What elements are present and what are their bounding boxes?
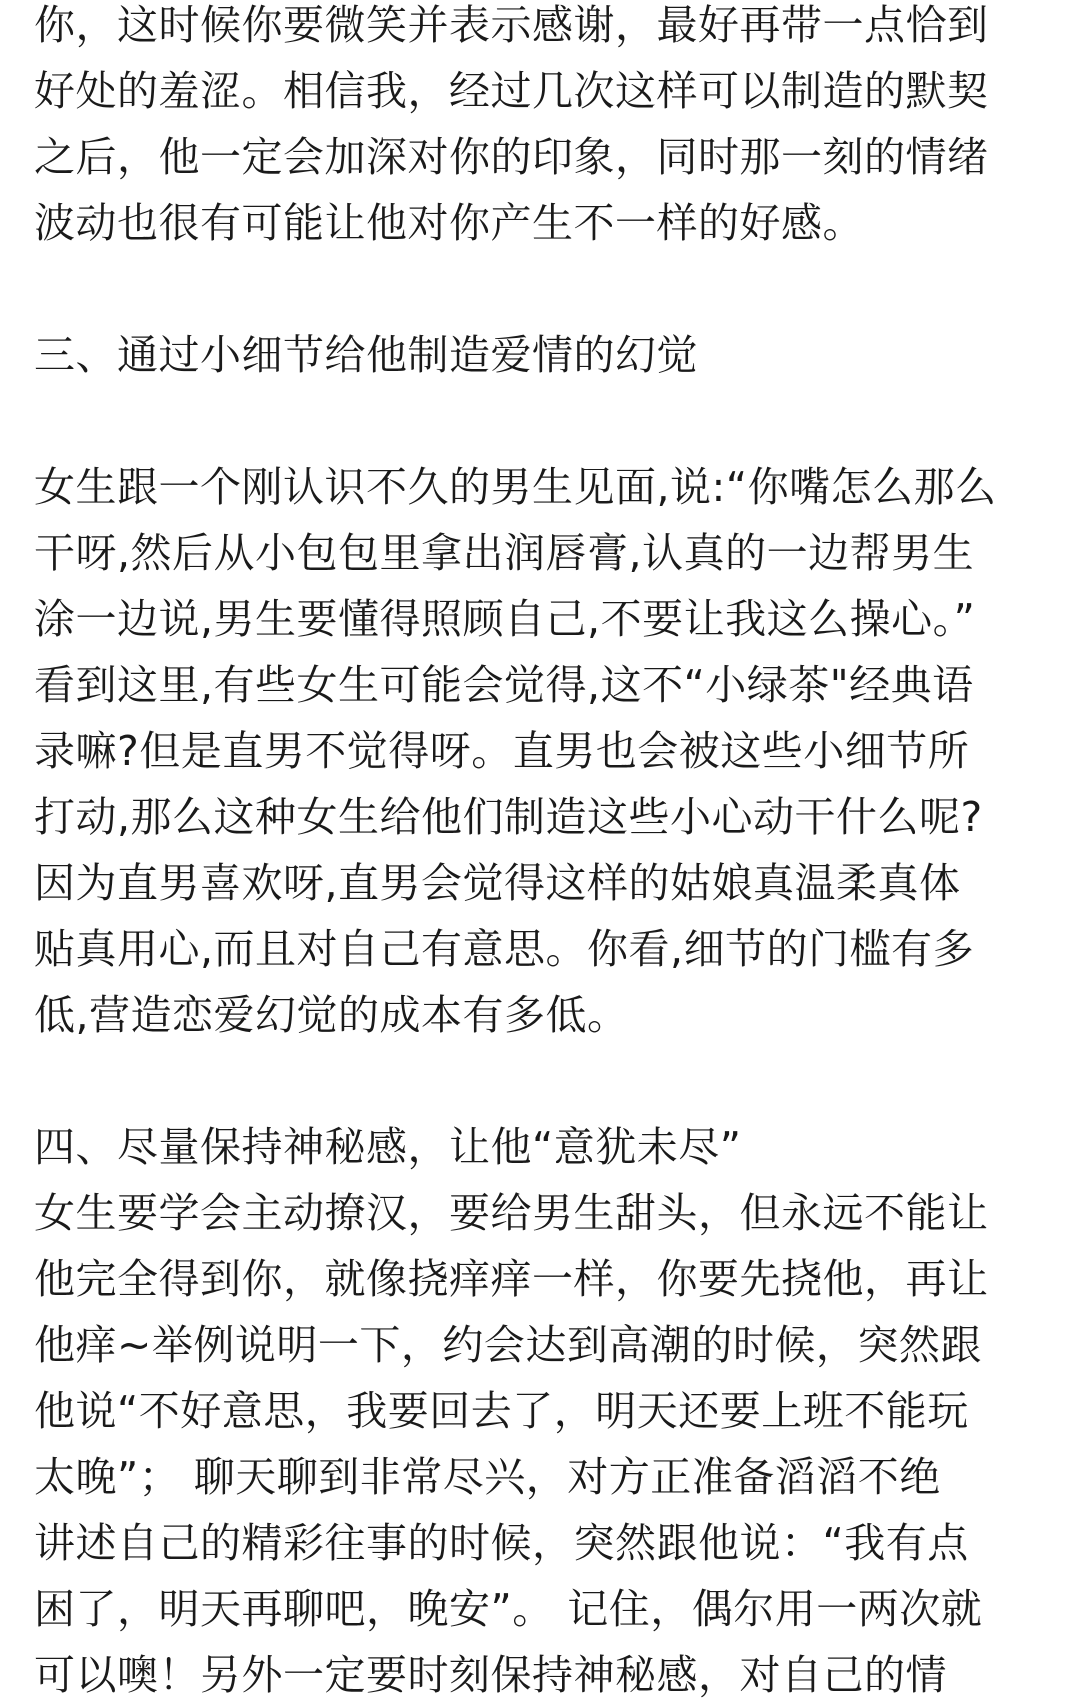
text-line: 他痒~举例说明一下，约会达到高潮的时候，突然跟 (34, 1321, 982, 1369)
text-line: 波动也很有可能让他对你产生不一样的好感。 (34, 199, 864, 247)
text-line: 之后，他一定会加深对你的印象，同时那一刻的情绪 (34, 133, 989, 181)
text-line: 涂一边说,男生要懂得照顾自己,不要让我这么操心。” (34, 595, 976, 643)
text-line: 看到这里,有些女生可能会觉得,这不“小绿茶"经典语 (34, 661, 974, 709)
text-line: 女生跟一个刚认识不久的男生见面,说:“你嘴怎么那么 (34, 463, 997, 511)
paragraph-gap (34, 1048, 1050, 1114)
article-body (34, 0, 1050, 1708)
text-line: 你，这时候你要微笑并表示感谢，最好再带一点恰到 (34, 1, 989, 49)
paragraph (34, 0, 1050, 256)
text-line: 可以噢！另外一定要时刻保持神秘感，对自己的情 (34, 1651, 947, 1699)
text-line: 低,营造恋爱幻觉的成本有多低。 (34, 991, 629, 1039)
text-line: 女生要学会主动撩汉，要给男生甜头，但永远不能让 (34, 1189, 989, 1237)
text-line: 困了，明天再聊吧，晚安”。 记住，偶尔用一两次就 (34, 1585, 983, 1633)
text-line: 录嘛?但是直男不觉得呀。直男也会被这些小细节所 (34, 727, 970, 775)
text-line: 干呀,然后从小包包里拿出润唇膏,认真的一边帮男生 (34, 529, 975, 577)
section-heading-4: 四、尽量保持神秘感，让他“意犹未尽” (34, 1123, 742, 1171)
text-line: 他完全得到你，就像挠痒痒一样，你要先挠他，再让 (34, 1255, 989, 1303)
paragraph (34, 1180, 1050, 1708)
section-heading-3: 三、通过小细节给他制造爱情的幻觉 (34, 331, 698, 379)
text-line: 太晚”； 聊天聊到非常尽兴，对方正准备滔滔不绝 (34, 1453, 941, 1501)
paragraph (34, 454, 1050, 1048)
text-line: 贴真用心,而且对自己有意思。你看,细节的门槛有多 (34, 925, 975, 973)
text-line: 他说“不好意思，我要回去了，明天还要上班不能玩 (34, 1387, 969, 1435)
text-line: 讲述自己的精彩往事的时候，突然跟他说：“我有点 (34, 1519, 969, 1567)
text-line: 因为直男喜欢呀,直男会觉得这样的姑娘真温柔真体 (34, 859, 961, 907)
text-line: 好处的羞涩。相信我，经过几次这样可以制造的默契 (34, 67, 989, 115)
paragraph-gap (34, 256, 1050, 322)
paragraph-gap (34, 388, 1050, 454)
text-line: 打动,那么这种女生给他们制造这些小心动干什么呢? (34, 793, 983, 841)
